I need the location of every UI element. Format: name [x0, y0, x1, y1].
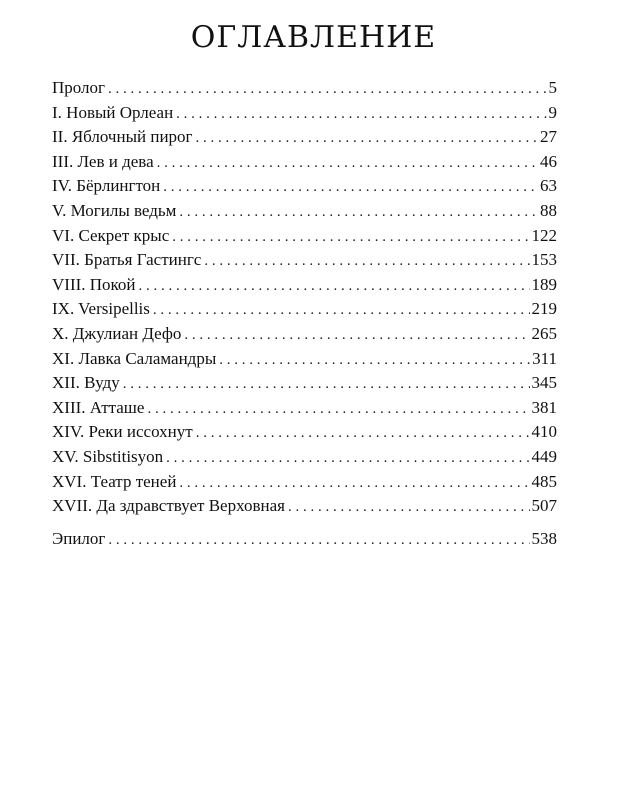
dot-leader: [163, 175, 538, 200]
toc-entry-page: 449: [531, 446, 557, 466]
toc-entry-page: 9: [548, 102, 557, 122]
toc-entry: [52, 371, 557, 396]
toc-entry-page: 485: [531, 471, 557, 491]
toc-entry: [52, 420, 557, 445]
toc-entry: [52, 470, 557, 495]
toc-entry: [52, 494, 557, 519]
toc-entry-page: 27: [540, 127, 557, 147]
toc-entry-label: VI. Секрет крыс: [52, 225, 170, 245]
dot-leader: [219, 348, 530, 373]
dot-leader: [123, 372, 530, 397]
dot-leader: [157, 151, 538, 176]
toc-entry: [52, 297, 557, 322]
dot-leader: [288, 495, 530, 520]
dot-leader: [179, 200, 538, 225]
toc-entry: [52, 76, 557, 101]
dot-leader: [166, 446, 529, 471]
toc-entry-page: 189: [531, 274, 557, 294]
toc-entry-page: 88: [540, 200, 557, 220]
toc-entry-label: XIV. Реки иссохнут: [52, 422, 193, 442]
toc-entry-label: XVII. Да здравствует Верховная: [52, 496, 285, 516]
toc-entry-label: V. Могилы ведьм: [52, 200, 177, 220]
toc-entry-page: 122: [531, 225, 557, 245]
dot-leader: [176, 102, 546, 127]
dot-leader: [153, 298, 530, 323]
toc-entry-label: VIII. Покой: [52, 274, 136, 294]
toc-entry: [52, 101, 557, 126]
dot-leader: [172, 225, 529, 250]
toc-entry-page: 381: [531, 397, 557, 417]
toc-entry: [52, 125, 557, 150]
toc-entry: [52, 199, 557, 224]
toc-entry-page: 63: [540, 176, 557, 196]
toc-entry-page: 345: [531, 373, 557, 393]
page-title: ОГЛАВЛЕНИЕ: [190, 20, 437, 55]
toc-entry-page: 507: [531, 496, 557, 516]
table-of-contents: [52, 76, 557, 551]
toc-entry-page: 219: [531, 299, 557, 319]
toc-entry: [52, 174, 557, 199]
toc-entry-label: XVI. Театр теней: [52, 471, 177, 491]
toc-entry-page: 311: [532, 348, 557, 368]
toc-entry: [52, 248, 557, 273]
toc-entry-label: X. Джулиан Дефо: [52, 323, 182, 343]
toc-entry: [52, 396, 557, 421]
toc-entry: [52, 347, 557, 372]
dot-leader: [179, 471, 529, 496]
toc-entry: [52, 322, 557, 347]
toc-entry-label: XIII. Атташе: [52, 397, 145, 417]
toc-entry-page: 46: [540, 151, 557, 171]
toc-entry: [52, 445, 557, 470]
toc-entry-label: XII. Вуду: [52, 373, 120, 393]
dot-leader: [147, 397, 529, 422]
toc-entry-epilogue: [52, 527, 557, 552]
toc-entry: [52, 224, 557, 249]
toc-entry: [52, 273, 557, 298]
toc-entry-label: Пролог: [52, 78, 106, 97]
toc-entry-label: II. Яблочный пирог: [52, 127, 193, 147]
toc-entry-label: III. Лев и дева: [52, 151, 154, 171]
toc-entry-label: I. Новый Орлеан: [52, 102, 174, 122]
toc-entry: [52, 150, 557, 175]
toc-entry-page: 153: [531, 250, 557, 270]
dot-leader: [196, 126, 538, 151]
dot-leader: [204, 249, 529, 274]
dot-leader: [108, 77, 546, 102]
dot-leader: [184, 323, 529, 348]
toc-entry-label: XV. Sibstitisyon: [52, 446, 164, 466]
dot-leader: [108, 528, 529, 553]
toc-entry-label: XI. Лавка Саламандры: [52, 348, 217, 368]
dot-leader: [196, 421, 530, 446]
toc-entry-page: 410: [531, 422, 557, 442]
toc-entry-label: Эпилог: [52, 528, 106, 548]
toc-entry-label: IX. Versipellis: [52, 299, 150, 319]
dot-leader: [139, 274, 530, 299]
toc-entry-page: 5: [548, 78, 557, 97]
toc-entry-label: IV. Бёрлингтон: [52, 176, 161, 196]
toc-entry-page: 538: [531, 528, 557, 548]
toc-entry-label: VII. Братья Гастингс: [52, 250, 202, 270]
toc-entry-page: 265: [531, 323, 557, 343]
